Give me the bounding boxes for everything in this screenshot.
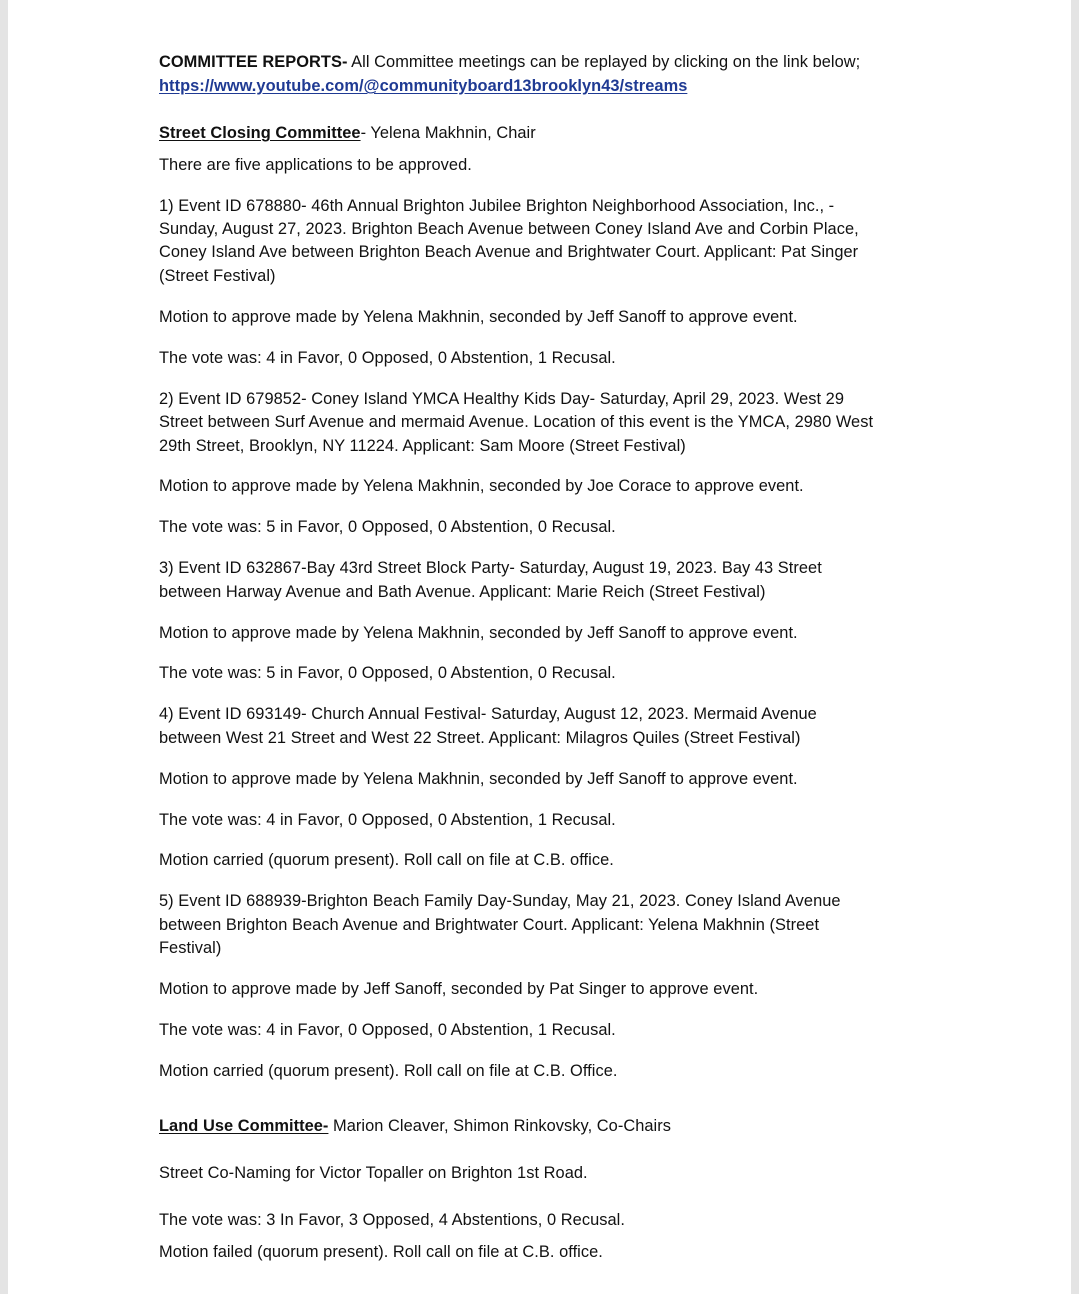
event-3-motion: Motion to approve made by Yelena Makhnin, seconded by Jeff Sanoff to approve event. xyxy=(159,624,798,642)
event-5-vote: The vote was: 4 in Favor, 0 Opposed, 0 Abstention, 1 Recusal. xyxy=(159,1021,616,1039)
event-1-line-2: Sunday, August 27, 2023. Brighton Beach Avenue between Coney Island Ave and Corbin Place, xyxy=(159,220,859,238)
land-use-item: Street Co-Naming for Victor Topaller on Brighton 1st Road. xyxy=(159,1164,588,1182)
event-4-carried: Motion carried (quorum present). Roll call on file at C.B. office. xyxy=(159,851,614,869)
committee-reports-intro: All Committee meetings can be replayed by clicking on the link below; xyxy=(347,53,861,71)
event-4-line-1: 4) Event ID 693149- Church Annual Festival- Saturday, August 12, 2023. Mermaid Avenue xyxy=(159,705,817,723)
event-4-vote: The vote was: 4 in Favor, 0 Opposed, 0 Abstention, 1 Recusal. xyxy=(159,811,616,829)
event-1-line-4: (Street Festival) xyxy=(159,267,276,285)
committee-reports-title: COMMITTEE REPORTS- xyxy=(159,53,348,71)
event-5-carried: Motion carried (quorum present). Roll call on file at C.B. Office. xyxy=(159,1062,618,1080)
event-3-line-1: 3) Event ID 632867-Bay 43rd Street Block Party- Saturday, August 19, 2023. Bay 43 Street xyxy=(159,559,822,577)
land-use-result: Motion failed (quorum present). Roll call on file at C.B. office. xyxy=(159,1243,603,1261)
street-closing-heading-line xyxy=(159,123,536,143)
event-5-line-1: 5) Event ID 688939-Brighton Beach Family Day-Sunday, May 21, 2023. Coney Island Avenue xyxy=(159,892,841,910)
event-1-motion: Motion to approve made by Yelena Makhnin, seconded by Jeff Sanoff to approve event. xyxy=(159,308,798,326)
committee-reports-paragraph xyxy=(159,52,860,72)
youtube-link-line xyxy=(159,76,687,96)
street-closing-heading: Street Closing Committee xyxy=(159,124,361,142)
event-2-line-2: Street between Surf Avenue and mermaid Avenue. Location of this event is the YMCA, 2980 West xyxy=(159,413,874,431)
event-4-line-2: between West 21 Street and West 22 Street. Applicant: Milagros Quiles (Street Festival) xyxy=(159,729,801,747)
event-2-line-3: 29th Street, Brooklyn, NY 11224. Applicant: Sam Moore (Street Festival) xyxy=(159,437,686,455)
land-use-heading-line xyxy=(159,1116,671,1136)
land-use-chairs: Marion Cleaver, Shimon Rinkovsky, Co-Chairs xyxy=(328,1117,672,1135)
street-closing-chair: - Yelena Makhnin, Chair xyxy=(360,124,536,142)
street-closing-summary: There are five applications to be approved. xyxy=(159,156,472,174)
event-1-line-1: 1) Event ID 678880- 46th Annual Brighton Jubilee Brighton Neighborhood Association, Inc., - xyxy=(159,197,835,215)
event-2-vote: The vote was: 5 in Favor, 0 Opposed, 0 Abstention, 0 Recusal. xyxy=(159,518,616,536)
land-use-vote: The vote was: 3 In Favor, 3 Opposed, 4 Abstentions, 0 Recusal. xyxy=(159,1211,625,1229)
event-3-vote: The vote was: 5 in Favor, 0 Opposed, 0 Abstention, 0 Recusal. xyxy=(159,664,616,682)
event-5-line-3: Festival) xyxy=(159,939,222,957)
event-5-motion: Motion to approve made by Jeff Sanoff, seconded by Pat Singer to approve event. xyxy=(159,980,759,998)
event-2-motion: Motion to approve made by Yelena Makhnin, seconded by Joe Corace to approve event. xyxy=(159,477,804,495)
event-3-line-2: between Harway Avenue and Bath Avenue. Applicant: Marie Reich (Street Festival) xyxy=(159,583,766,601)
event-1-vote: The vote was: 4 in Favor, 0 Opposed, 0 Abstention, 1 Recusal. xyxy=(159,349,616,367)
event-2-line-1: 2) Event ID 679852- Coney Island YMCA Healthy Kids Day- Saturday, April 29, 2023. West 29 xyxy=(159,390,845,408)
youtube-streams-link[interactable]: https://www.youtube.com/@communityboard13brooklyn43/streams xyxy=(159,77,688,95)
document-page xyxy=(8,0,1071,1294)
event-5-line-2: between Brighton Beach Avenue and Brightwater Court. Applicant: Yelena Makhnin (Street xyxy=(159,916,820,934)
event-1-line-3: Coney Island Ave between Brighton Beach Avenue and Brightwater Court. Applicant: Pat Singer xyxy=(159,243,859,261)
land-use-heading: Land Use Committee- xyxy=(159,1117,329,1135)
event-4-motion: Motion to approve made by Yelena Makhnin, seconded by Jeff Sanoff to approve event. xyxy=(159,770,798,788)
